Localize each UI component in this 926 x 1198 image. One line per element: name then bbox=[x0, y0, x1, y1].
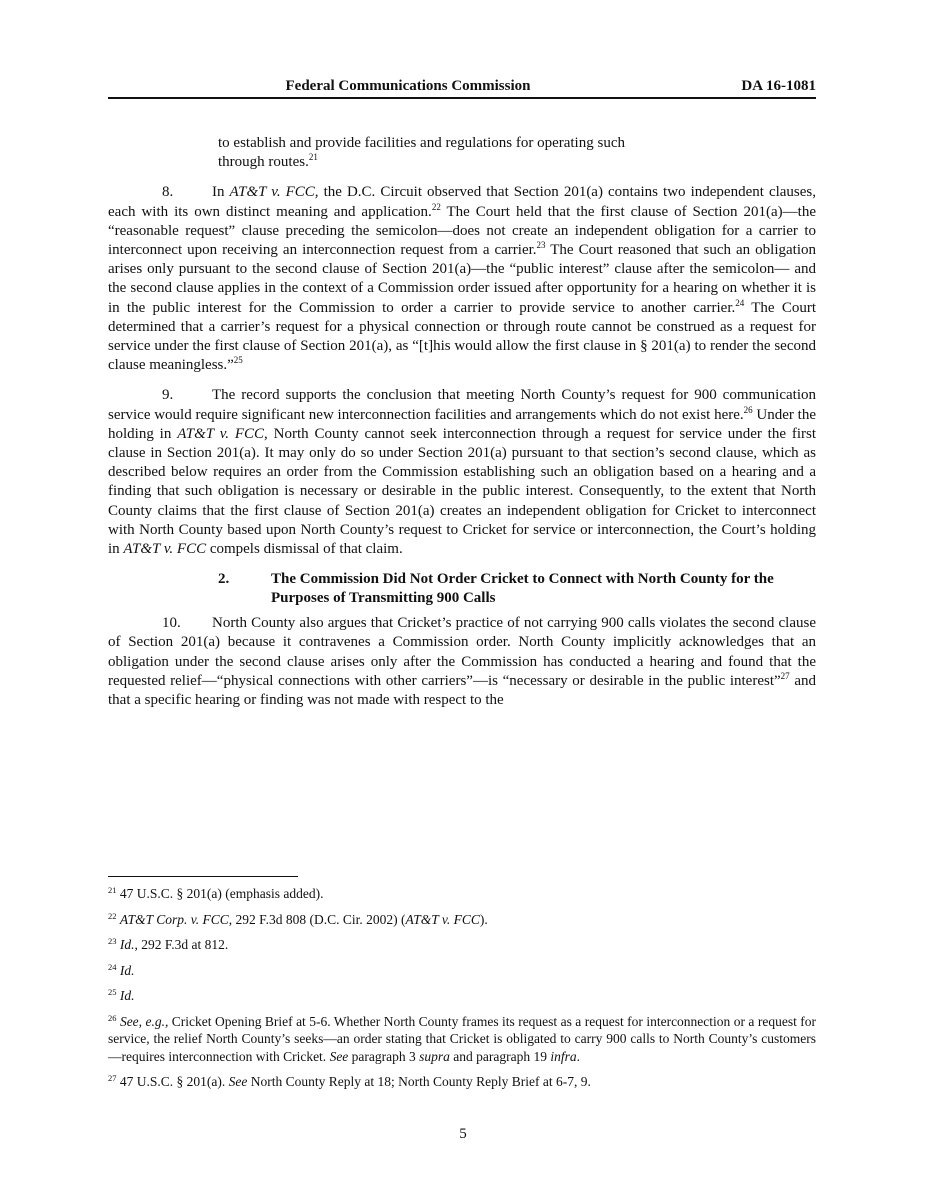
footnote-number: 22 bbox=[108, 910, 117, 921]
footnote-text: paragraph 3 bbox=[348, 1048, 420, 1064]
section-heading bbox=[108, 570, 816, 608]
footnote-text: North County Reply at 18; North County Reply Brief at 6-7, 9. bbox=[247, 1074, 591, 1089]
footnote-ref: 24 bbox=[735, 297, 745, 308]
quote-line-1: to establish and provide facilities and regulations for operating such bbox=[218, 135, 625, 151]
block-quote bbox=[218, 134, 688, 172]
paragraph-text: Under the holding in bbox=[108, 406, 816, 442]
footnote-ref: 22 bbox=[431, 201, 441, 212]
footnote-number: 26 bbox=[108, 1012, 117, 1023]
paragraph-9 bbox=[108, 386, 816, 559]
citation-id: Id. bbox=[119, 962, 135, 978]
signal-word: supra bbox=[419, 1048, 450, 1064]
footnote-text: , 292 F.3d at 812. bbox=[134, 937, 229, 952]
signal-word: See, e.g., bbox=[119, 1013, 169, 1029]
footnote-ref: 27 bbox=[780, 670, 790, 681]
paragraph-text: North County also argues that Cricket’s practice of not carrying 900 calls violates the second clause of Section 201(a) because it contravenes a Commission order. North County implicitly acknowledges that an obligation under the second clause arises only after the Commission has conducted a hearing and found that the requested relief—“physical connections with other carriers”—is “necessary or desirable in the public interest” bbox=[108, 615, 816, 689]
signal-word: See bbox=[329, 1048, 349, 1064]
footnote-22 bbox=[108, 911, 816, 929]
footnotes bbox=[108, 885, 816, 1099]
footnote-27 bbox=[108, 1073, 816, 1091]
footnote-number: 24 bbox=[108, 961, 117, 972]
case-citation: AT&T v. FCC bbox=[177, 425, 265, 442]
footnote-text: 47 U.S.C. § 201(a) (emphasis added). bbox=[119, 886, 324, 901]
paragraph-text: compels dismissal of that claim. bbox=[206, 541, 403, 558]
footnote-number: 21 bbox=[108, 885, 117, 895]
signal-word: infra bbox=[550, 1048, 577, 1064]
paragraph-number: 8. bbox=[162, 184, 174, 201]
paragraph-text: the D.C. Circuit observed that Section 201(a) contains two independent clauses, each with its own distinct meaning and application. bbox=[108, 184, 817, 220]
document-number: DA 16-1081 bbox=[741, 78, 816, 94]
footnote-ref: 25 bbox=[233, 355, 243, 366]
footnote-ref: 23 bbox=[536, 240, 546, 251]
agency-name: Federal Communications Commission bbox=[285, 78, 531, 94]
footnote-text: and paragraph 19 bbox=[449, 1048, 551, 1064]
footnote-21 bbox=[108, 885, 816, 903]
paragraph-number: 9. bbox=[162, 387, 174, 404]
paragraph-text: In bbox=[212, 184, 230, 201]
footnote-ref: 21 bbox=[308, 152, 318, 163]
case-citation: AT&T v. FCC bbox=[123, 541, 207, 558]
paragraph-8 bbox=[108, 183, 816, 375]
page-header bbox=[108, 78, 816, 98]
footnote-23 bbox=[108, 936, 816, 954]
footnote-26 bbox=[108, 1013, 816, 1066]
footnote-25 bbox=[108, 987, 816, 1005]
case-citation: AT&T v. FCC, bbox=[229, 184, 319, 201]
signal-word: See bbox=[228, 1074, 248, 1089]
case-citation: AT&T v. FCC bbox=[405, 911, 480, 927]
footnote-text: Cricket Opening Brief at 5-6. Whether North County frames its request as a request for interconnection or a request for service, the relief North County’s seeks—an order stating that Cricket is obligated to carry 900 calls to North County’s customers—requires interconnection with Cricket. bbox=[108, 1013, 816, 1064]
citation-id: Id. bbox=[119, 937, 135, 952]
paragraph-text: The record supports the conclusion that meeting North County’s request for 900 communication service would require significant new interconnection facilities and arrangements which do not exist here. bbox=[108, 387, 816, 423]
paragraph-10 bbox=[108, 614, 816, 710]
footnote-text: ). bbox=[479, 911, 488, 927]
document-body bbox=[108, 134, 816, 721]
paragraph-text: and that a specific hearing or finding was not made with respect to the bbox=[108, 672, 817, 709]
heading-number: 2. bbox=[218, 571, 230, 588]
footnote-text: , 292 F.3d 808 (D.C. Cir. 2002) ( bbox=[228, 911, 406, 927]
footnote-number: 23 bbox=[108, 936, 117, 946]
page-number: 5 bbox=[459, 1126, 467, 1142]
quote-line-2: through routes. bbox=[218, 154, 309, 171]
paragraph-text: The Court reasoned that such an obligation arises only pursuant to the second clause of Section 201(a)—the “public interest” clause after the semicolon— and the second clause applies in the context of a Commission order issued after opportunity for a hearing on whether it is in the public interest for the Commission to order a carrier to provide service to another carrier. bbox=[108, 242, 816, 316]
header-rule bbox=[108, 97, 816, 99]
footnote-24 bbox=[108, 962, 816, 980]
footnote-ref: 26 bbox=[743, 404, 753, 415]
footnote-number: 25 bbox=[108, 987, 117, 997]
paragraph-number: 10. bbox=[162, 615, 181, 632]
footnote-separator bbox=[108, 876, 298, 877]
paragraph-text: , North County cannot seek interconnection through a request for service under the first clause in Section 201(a). It may only do so under Section 201(a) pursuant to that section’s second clause, which as described below requires an order from the Commission establishing such an obligation based on a hearing and a finding that such obligation is necessary or desirable in the public interest. Consequently, to the extent that North County claims that the first clause of Section 201(a) creates an independent obligation for Cricket to interconnect with North County based upon North County’s request to Cricket for service or interconnection, the Court’s holding in bbox=[108, 425, 817, 558]
footnote-text: 47 U.S.C. § 201(a). bbox=[119, 1074, 229, 1089]
citation-id: Id. bbox=[119, 988, 135, 1003]
heading-text: The Commission Did Not Order Cricket to Connect with North County for the Purposes of Transmitting 900 Calls bbox=[271, 571, 774, 607]
paragraph-text: The Court determined that a carrier’s request for a physical connection or through route cannot be construed as a request for service under the first clause of Section 201(a), as “[t]his would allow the first clause in § 201(a) to render the second clause meaningless.” bbox=[108, 299, 816, 374]
footnote-number: 27 bbox=[108, 1073, 117, 1083]
footnote-text: . bbox=[576, 1048, 581, 1064]
paragraph-text: The Court held that the first clause of Section 201(a)—the “reasonable request” clause preceding the semicolon—does not create an independent obligation for a carrier to interconnect upon receiving an interconnection request from a carrier. bbox=[108, 203, 816, 259]
case-citation: AT&T Corp. v. FCC bbox=[119, 911, 229, 927]
